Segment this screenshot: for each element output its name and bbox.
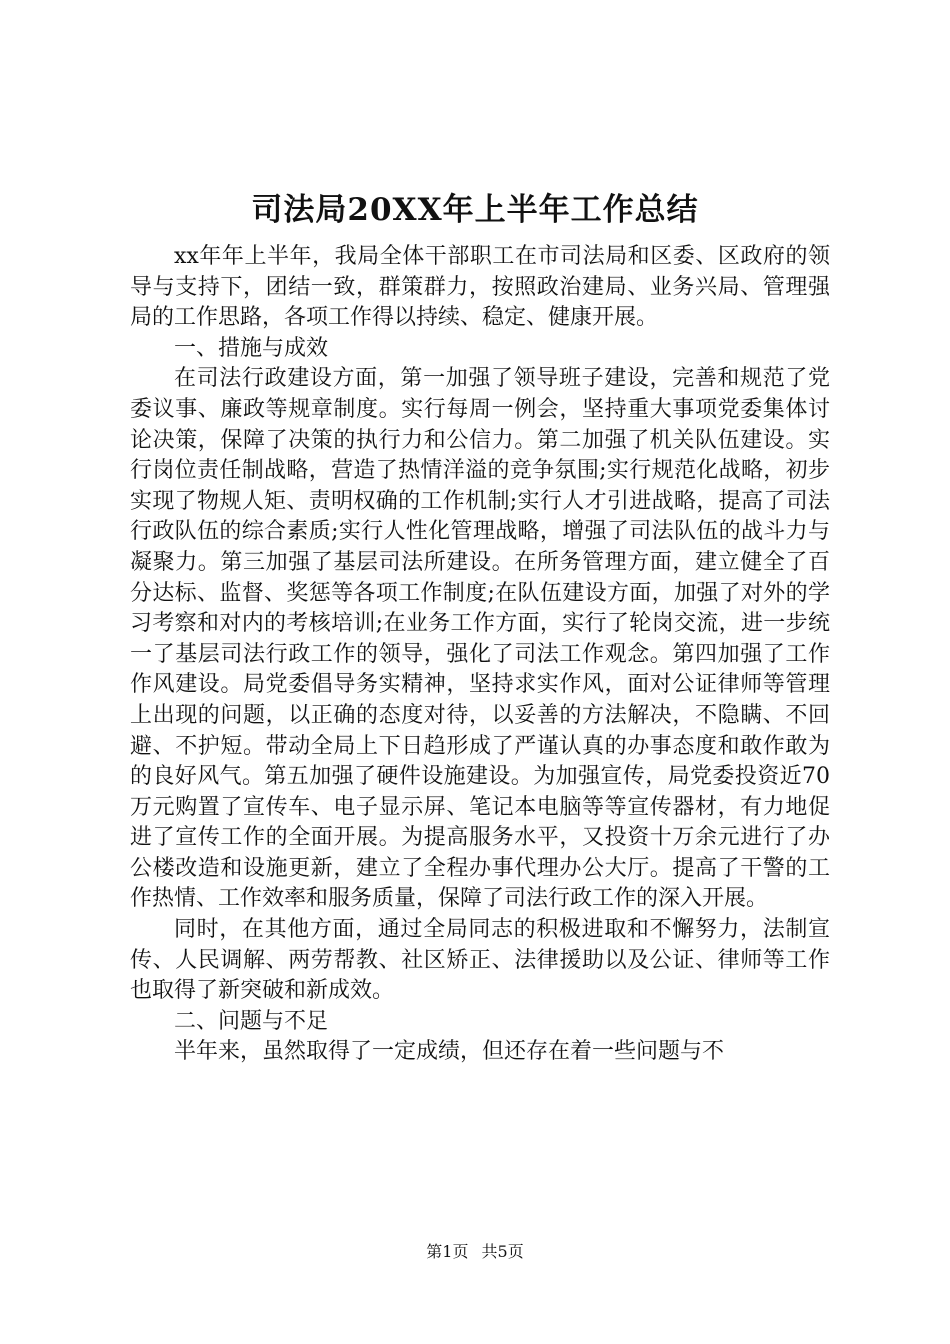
paragraph-measures: 在司法行政建设方面，第一加强了领导班子建设，完善和规范了党委议事、廉政等规章制度。实行每周一例会，坚持重大事项党委集体讨论决策，保障了决策的执行力和公信力。第二加强了机关队伍建设。实行岗位责任制战略，营造了热情洋溢的竞争氛围;实行规范化战略，初步实现了物规人矩、责明权确的工作机制;实行人才引进战略，提高了司法行政队伍的综合素质;实行人性化管理战略，增强了司法队伍的战斗力与凝聚力。第三加强了基层司法所建设。在所务管理方面，建立健全了百分达标、监督、奖惩等各项工作制度;在队伍建设方面，加强了对外的学习考察和对内的考核培训;在业务工作方面，实行了轮岗交流，进一步统一了基层司法行政工作的领导，强化了司法工作观念。第四加强了工作作风建设。局党委倡导务实精神，坚持求实作风，面对公证律师等管理上出现的问题，以正确的态度对待，以妥善的方法解决，不隐瞒、不回避、不护短。带动全局上下日趋形成了严谨认真的办事态度和敢作敢为的良好风气。第五加强了硬件设施建设。为加强宣传，局党委投资近70万元购置了宣传车、电子显示屏、笔记本电脑等等宣传器材，有力地促进了宣传工作的全面开展。为提高服务水平，又投资十万余元进行了办公楼改造和设施更新，建立了全程办事代理办公大厅。提高了干警的工作热情、工作效率和服务质量，保障了司法行政工作的深入开展。: [130, 366, 830, 912]
paragraph-intro: xx年年上半年，我局全体干部职工在市司法局和区委、区政府的领导与支持下，团结一致，群策群力，按照政治建局、业务兴局、管理强局的工作思路，各项工作得以持续、稳定、健康开展。: [130, 244, 830, 331]
paragraph-other-aspects: 同时，在其他方面，通过全局同志的积极进取和不懈努力，法制宣传、人民调解、两劳帮教、社区矫正、法律援助以及公证、律师等工作也取得了新突破和新成效。: [130, 917, 830, 1004]
page-footer: [0, 1240, 950, 1264]
document-title: 司法局20XX年上半年工作总结: [251, 192, 699, 228]
document-body: [130, 242, 830, 1068]
page-total: 共5页: [481, 1242, 524, 1261]
section-heading-problems: 二、问题与不足: [174, 1008, 329, 1034]
paragraph-problems: 半年来，虽然取得了一定成绩，但还存在着一些问题与不: [174, 1039, 725, 1065]
page-number: 第1页: [426, 1242, 469, 1261]
section-heading-measures: 一、措施与成效: [174, 335, 329, 361]
